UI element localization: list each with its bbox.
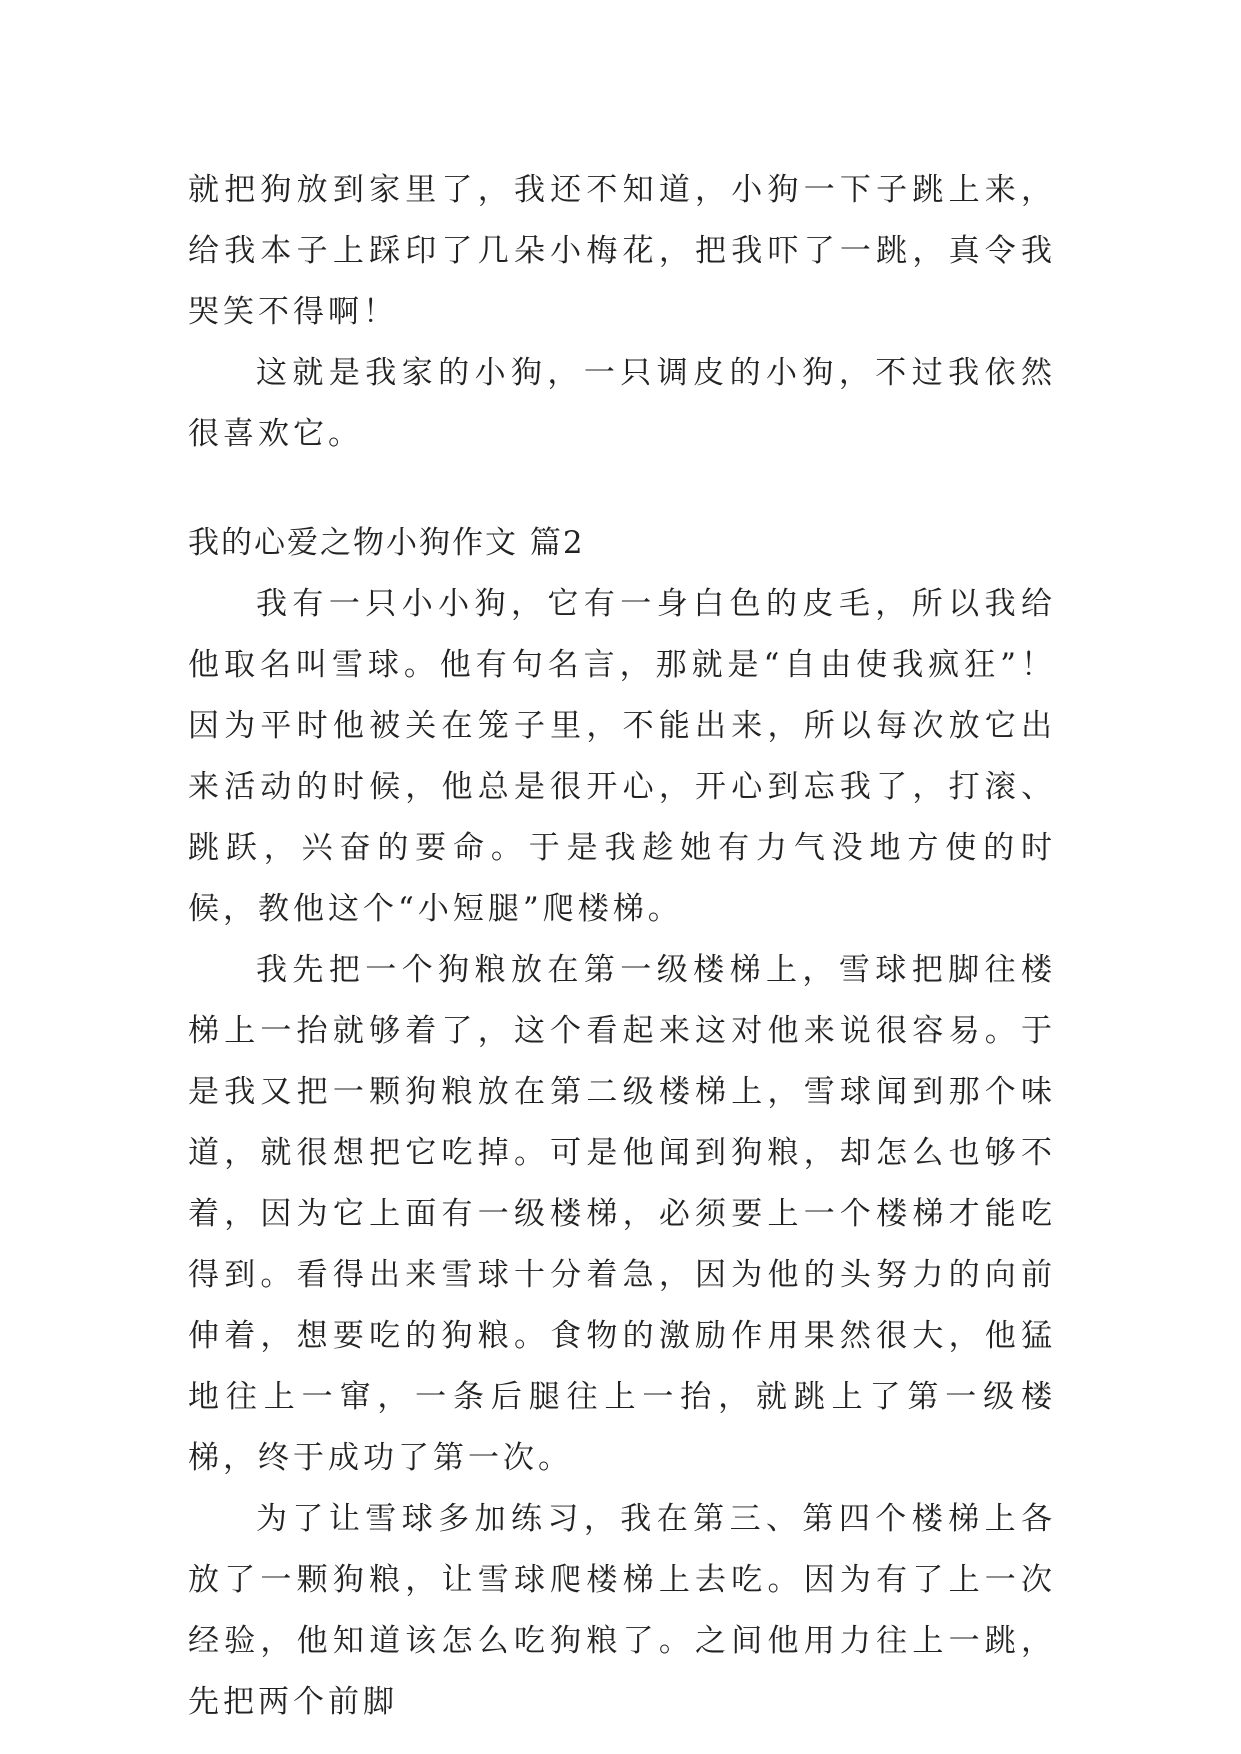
- paragraph: 我有一只小小狗，它有一身白色的皮毛，所以我给他取名叫雪球。他有句名言，那就是“自由使我疯狂”！因为平时他被关在笼子里，不能出来，所以每次放它出来活动的时候，他总是很开心，开心到忘我了，打滚、跳跃，兴奋的要命。于是我趁她有力气没地方使的时候，教他这个“小短腿”爬楼梯。: [188, 586, 1056, 927]
- section-heading: 我的心爱之物小狗作文 篇2: [188, 525, 585, 561]
- document-body: [188, 160, 1056, 1733]
- paragraph: 这就是我家的小狗，一只调皮的小狗，不过我依然很喜欢它。: [188, 355, 1056, 452]
- paragraph: 为了让雪球多加练习，我在第三、第四个楼梯上各放了一颗狗粮，让雪球爬楼梯上去吃。因为有了上一次经验，他知道该怎么吃狗粮了。之间他用力往上一跳，先把两个前脚: [188, 1501, 1056, 1720]
- paragraph-continued: 就把狗放到家里了，我还不知道，小狗一下子跳上来，给我本子上踩印了几朵小梅花，把我吓了一跳，真令我哭笑不得啊！: [188, 172, 1056, 330]
- paragraph: 我先把一个狗粮放在第一级楼梯上，雪球把脚往楼梯上一抬就够着了，这个看起来这对他来说很容易。于是我又把一颗狗粮放在第二级楼梯上，雪球闻到那个味道，就很想把它吃掉。可是他闻到狗粮，却怎么也够不着，因为它上面有一级楼梯，必须要上一个楼梯才能吃得到。看得出来雪球十分着急，因为他的头努力的向前伸着，想要吃的狗粮。食物的激励作用果然很大，他猛地往上一窜，一条后腿往上一抬，就跳上了第一级楼梯，终于成功了第一次。: [188, 952, 1056, 1476]
